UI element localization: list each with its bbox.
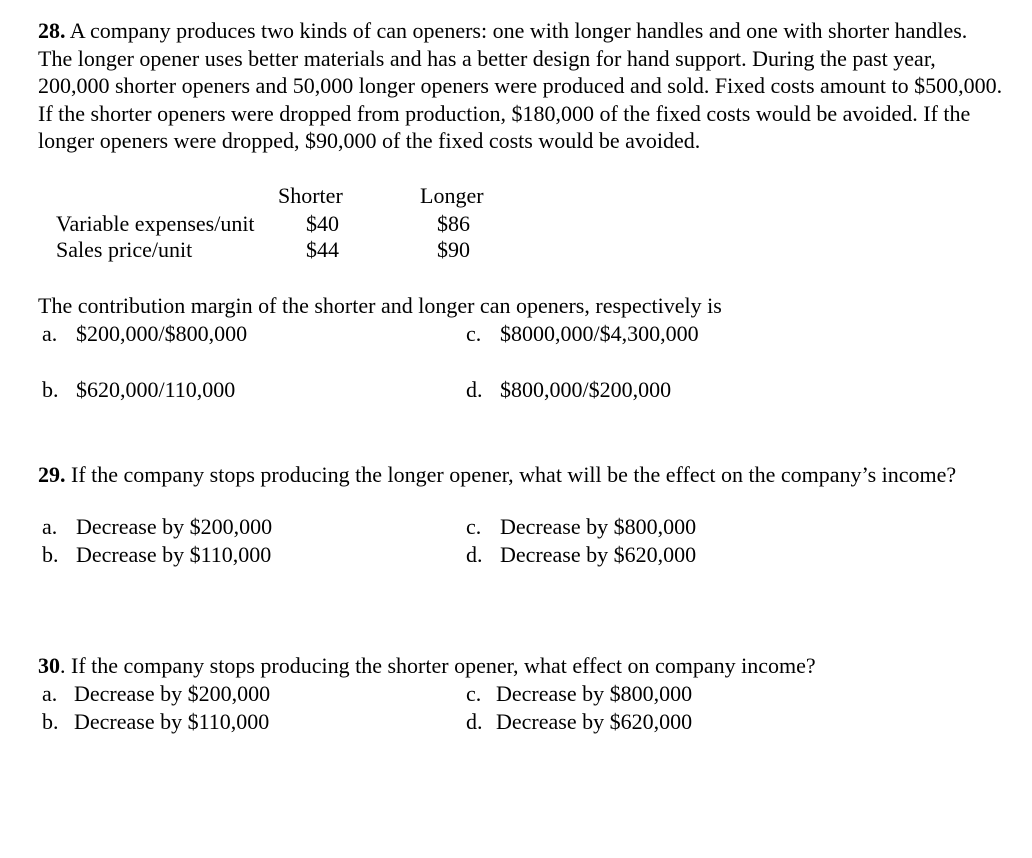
option-letter: c. — [466, 681, 482, 706]
option-text: $620,000/110,000 — [76, 377, 236, 402]
table-row-label: Variable expenses/unit — [56, 211, 255, 236]
option-text: Decrease by $200,000 — [76, 514, 273, 539]
option-text: Decrease by $110,000 — [74, 709, 270, 734]
q28-option-b[interactable] — [42, 379, 235, 401]
q29-paragraph — [38, 461, 1004, 489]
q29-option-b[interactable] — [42, 544, 271, 566]
option-text: Decrease by $800,000 — [500, 514, 697, 539]
table-cell-shorter: $40 — [306, 211, 339, 236]
option-text: $200,000/$800,000 — [76, 321, 248, 346]
table-cell-shorter: $44 — [306, 237, 339, 262]
option-letter: d. — [466, 377, 483, 402]
option-letter: c. — [466, 321, 482, 346]
q29-text: If the company stops producing the longer opener, what will be the effect on the company’s income? — [71, 462, 957, 487]
option-text: Decrease by $620,000 — [500, 542, 697, 567]
q28-text: A company produces two kinds of can openers: one with longer handles and one with shorter handles. The longer opener uses better materials and has a better design for hand support. During the past year, 200,000 shorter openers and 50,000 longer openers were produced and sold. Fixed costs amount to $500,000. If the shorter openers were dropped from production, $180,000 of the fixed costs would be avoided. If the longer openers were dropped, $90,000 of the fixed costs would be avoided. — [38, 18, 1003, 153]
option-text: $800,000/$200,000 — [500, 377, 672, 402]
q28-number: 28. — [38, 18, 66, 43]
option-letter: a. — [42, 321, 58, 346]
option-letter: a. — [42, 681, 58, 706]
option-text: Decrease by $620,000 — [496, 709, 693, 734]
option-letter: b. — [42, 377, 59, 402]
table-row-label: Sales price/unit — [56, 237, 193, 262]
q29-option-a[interactable] — [42, 516, 272, 538]
option-letter: b. — [42, 542, 59, 567]
q29-option-d[interactable] — [466, 544, 696, 566]
table-cell-longer: $90 — [437, 237, 470, 262]
q29-option-c[interactable] — [466, 516, 696, 538]
option-text: Decrease by $110,000 — [76, 542, 272, 567]
q30-option-c[interactable] — [466, 683, 692, 705]
q30-option-a[interactable] — [42, 683, 270, 705]
q29-number: 29. — [38, 462, 66, 487]
q28-prompt: The contribution margin of the shorter and longer can openers, respectively is — [38, 293, 722, 318]
q28-option-d[interactable] — [466, 379, 671, 401]
q28-paragraph — [38, 17, 1004, 155]
option-text: $8000,000/$4,300,000 — [500, 321, 699, 346]
q30-paragraph — [38, 655, 816, 677]
q30-number: 30 — [38, 653, 60, 678]
option-letter: a. — [42, 514, 58, 539]
table-header-longer: Longer — [420, 183, 484, 208]
q30-option-b[interactable] — [42, 711, 269, 733]
table-cell-longer: $86 — [437, 211, 470, 236]
q28-option-c[interactable] — [466, 323, 699, 345]
option-letter: c. — [466, 514, 482, 539]
table-header-shorter: Shorter — [278, 183, 343, 208]
q30-option-d[interactable] — [466, 711, 692, 733]
q28-option-a[interactable] — [42, 323, 247, 345]
option-letter: d. — [466, 542, 483, 567]
q30-text: . If the company stops producing the shorter opener, what effect on company income? — [60, 653, 816, 678]
option-text: Decrease by $200,000 — [74, 681, 271, 706]
option-letter: d. — [466, 709, 483, 734]
option-letter: b. — [42, 709, 59, 734]
option-text: Decrease by $800,000 — [496, 681, 693, 706]
